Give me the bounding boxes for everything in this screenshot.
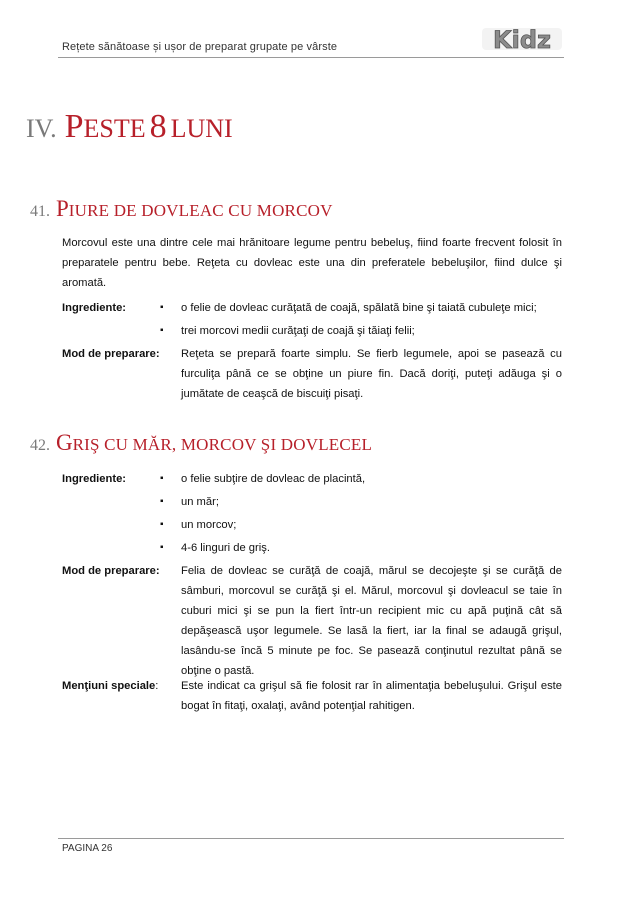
chapter-title-number: 8 xyxy=(149,108,167,145)
recipe-42-title-initial: G xyxy=(56,430,73,455)
chapter-title-initial: P xyxy=(64,108,84,145)
recipe-42-ingredient-2: un măr; xyxy=(181,496,219,508)
chapter-title-rest: ESTE xyxy=(83,114,146,143)
recipe-42-method-label: Mod de preparare: xyxy=(62,565,160,577)
recipe-42-special-label-group xyxy=(62,676,158,696)
chapter-title-last: LUNI xyxy=(170,114,233,143)
recipe-41-method-label: Mod de preparare: xyxy=(62,348,160,360)
recipe-41-ingredients-label: Ingrediente: xyxy=(62,302,127,314)
bullet: ▪ xyxy=(160,325,164,336)
recipe-42-number: 42. xyxy=(30,437,50,454)
recipe-42-special-colon: : xyxy=(155,680,159,692)
recipe-42-title-rest: RIŞ CU MĂR, MORCOV ŞI DOVLECEL xyxy=(72,435,373,454)
header-title: Rețete sănătoase și ușor de preparat grupate pe vârste xyxy=(62,41,338,53)
page-number: PAGINA 26 xyxy=(62,843,113,854)
bullet: ▪ xyxy=(160,473,164,484)
recipe-41-title-rest: IURE DE DOVLEAC CU MORCOV xyxy=(68,201,333,220)
header-divider xyxy=(58,57,564,58)
recipe-41-intro: Morcovul este una dintre cele mai hrănitoare legume pentru bebeluş, fiind foarte frecvent folosit în preparatele pentru bebe. Reţeta cu dovleac este una din preferatele bebeluşilor, fiind dulce şi aromată. xyxy=(62,237,562,289)
recipe-41-number: 41. xyxy=(30,203,50,220)
bullet: ▪ xyxy=(160,496,164,507)
recipe-41-heading xyxy=(30,196,333,222)
recipe-42-method: Felia de dovleac se curăţă de coajă, mărul se decojeşte şi se curăţă de sâmburi, morcovul se curăţă şi el. Mărul, morcovul şi dovleacul se taie în cuburi mici şi se pun la fiert într-un recipient mic cu apă puţină cât să depăşească uşor legumele. Se lasă la fiert, iar la final se adaugă grişul, lasându-se încă 5 minute pe foc. Se pasează conţinutul rezultat până se obţine o pastă. xyxy=(181,565,562,677)
bullet: ▪ xyxy=(160,519,164,530)
recipe-42-special-label: Menţiuni speciale xyxy=(62,680,156,692)
kidz-logo xyxy=(480,24,564,54)
recipe-42-ingredient-1: o felie subţire de dovleac de placintă, xyxy=(181,473,366,485)
chapter-heading xyxy=(26,108,233,146)
bullet: ▪ xyxy=(160,302,164,313)
recipe-41-title-initial: P xyxy=(56,196,69,221)
recipe-42-ingredient-3: un morcov; xyxy=(181,519,237,531)
bullet: ▪ xyxy=(160,542,164,553)
chapter-number: IV. xyxy=(26,114,57,143)
recipe-42-special: Este indicat ca grişul să fie folosit rar în alimentaţia bebeluşului. Grişul este bogat în fitaţi, oxalaţi, având potenţial rahitigen. xyxy=(181,680,562,712)
footer-divider xyxy=(58,838,564,839)
recipe-42-ingredients-label: Ingrediente: xyxy=(62,473,127,485)
logo-text: Kidz xyxy=(493,26,551,54)
recipe-42-ingredient-4: 4-6 linguri de griş. xyxy=(181,542,270,554)
recipe-42-heading xyxy=(30,430,372,456)
recipe-41-ingredient-2: trei morcovi medii curăţaţi de coajă şi tăiaţi felii; xyxy=(181,325,415,337)
recipe-41-method: Reţeta se prepară foarte simplu. Se fierb legumele, apoi se pasează cu furculiţa până ce se obţine un piure fin. Dacă doriţi, puteţi adăuga şi o jumătate de ceaşcă de biscuiţi pisaţi. xyxy=(181,348,562,400)
recipe-41-ingredient-1: o felie de dovleac curăţată de coajă, spălată bine şi taiată cubuleţe mici; xyxy=(181,302,537,314)
